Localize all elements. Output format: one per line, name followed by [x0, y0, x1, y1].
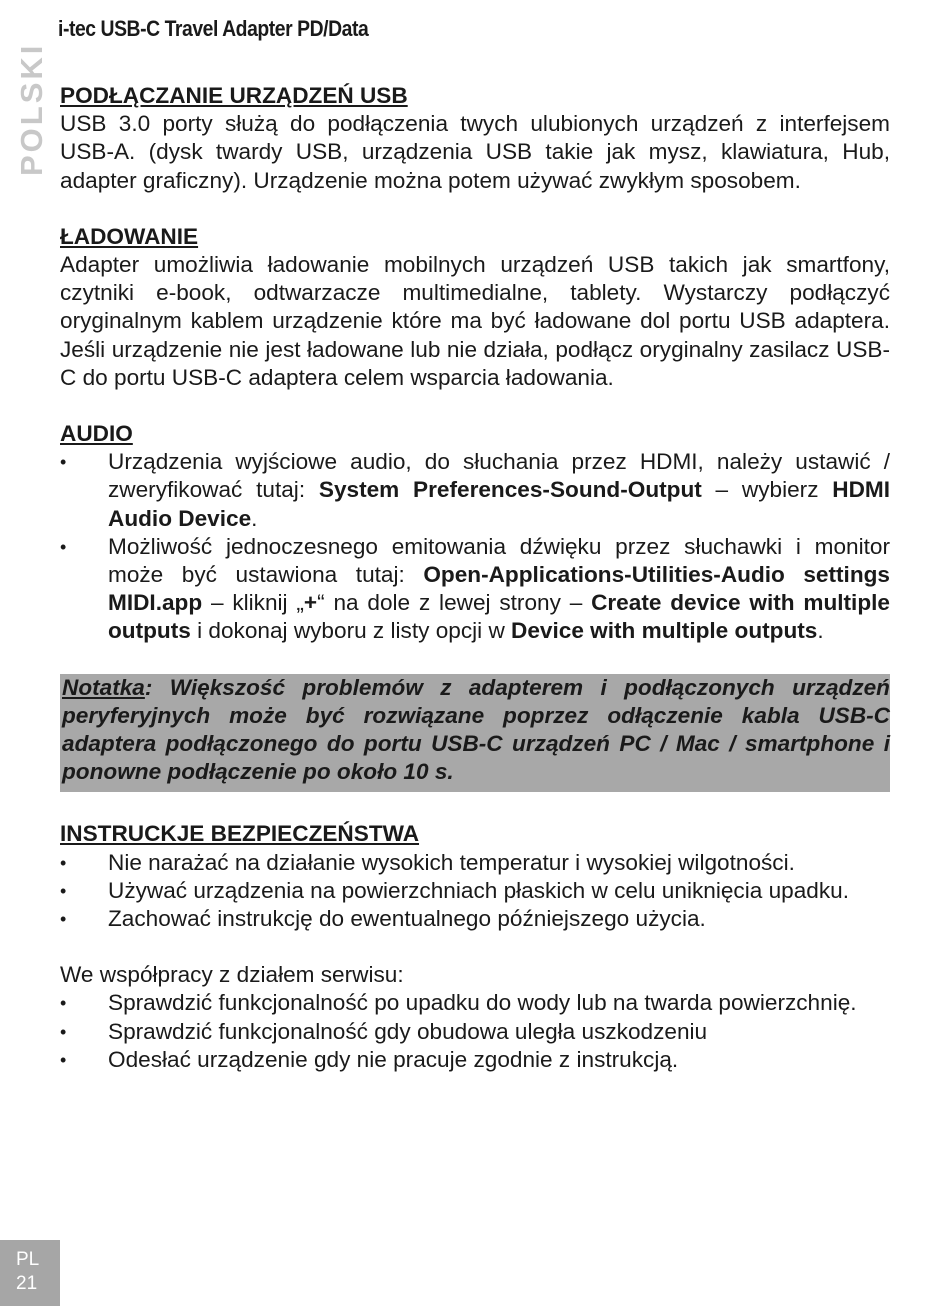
text-run: . [817, 618, 824, 644]
safety-bullet-item: • Nie narażać na działanie wysokich temperatur i wysokiej wilgotności. [60, 849, 890, 877]
note-box [60, 674, 890, 793]
service-bullet-item: • Odesłać urządzenie gdy nie pracuje zgodnie z instrukcją. [60, 1046, 890, 1074]
safety-bullet-list [60, 849, 890, 934]
audio-section-heading: AUDIO [60, 421, 133, 447]
audio-bullet-item [60, 448, 890, 533]
audio-bullet-list [60, 448, 890, 645]
audio-bullet-item [60, 533, 890, 646]
bold-run: + [303, 590, 318, 616]
spacer [60, 933, 890, 961]
language-side-label: POLSKI [14, 42, 49, 176]
charging-section-text: Adapter umożliwia ładowanie mobilnych urządzeń USB takich jak smartfony, czytniki e-book, odtwarzacze multimedialne, tablety. Wystarczy podłączyć oryginalnym kablem urządzenie które ma być ładowane dol portu USB adaptera. Jeśli urządzenie nie jest ładowane lub nie działa, podłącz oryginalny zasilacz USB-C do portu USB-C adaptera celem wsparcia ładowania. [60, 252, 890, 390]
text-run: – wybierz [701, 477, 833, 503]
bold-run: Device with multiple outputs [511, 618, 818, 644]
safety-bullet-item: • Zachować instrukcję do ewentualnego późniejszego użycia. [60, 905, 890, 933]
note-label: Notatka [62, 674, 145, 700]
bold-run: Create device with multiple outputs [108, 590, 890, 644]
document-header-title: i-tec USB-C Travel Adapter PD/Data [58, 16, 369, 41]
text-run: i dokonaj wyboru z listy opcji w [190, 618, 512, 644]
spacer [60, 195, 890, 223]
safety-section-heading: INSTRUCKJE BEZPIECZEŃSTWA [60, 821, 420, 847]
page-number-badge [0, 1240, 60, 1306]
text-run: “ na dole z lewej strony – [317, 590, 592, 616]
bold-run: Open-Applications-Utilities-Audio settings MIDI.app [108, 562, 890, 616]
document-body [60, 82, 890, 1074]
note-text: : Większość problemów z adapterem i podłączonych urządzeń peryferyjnych może być rozwiązane poprzez odłączenie kabla USB-C adaptera podłączonego do portu USB-C urządzeń PC / Mac / smartphone i ponowne podłączenie po około 10 s. [62, 674, 890, 785]
spacer [60, 646, 890, 674]
text-run: . [251, 505, 258, 531]
page-language-code: PL [16, 1249, 40, 1270]
bold-run: System Preferences-Sound-Output [318, 477, 702, 503]
charging-section-heading: ŁADOWANIE [60, 223, 199, 249]
spacer [60, 392, 890, 420]
service-bullet-item: • Sprawdzić funkcjonalność po upadku do wody lub na twarda powierzchnię. [60, 989, 890, 1017]
bold-run: HDMI Audio Device [108, 477, 890, 531]
usb-section-text: USB 3.0 porty służą do podłączenia twych ulubionych urządzeń z interfejsem USB-A. (dysk twardy USB, urządzenia USB takie jak mysz, klawiatura, Hub, adapter graficzny). Urządzenie można potem używać zwykłym sposobem. [60, 111, 890, 193]
service-bullet-list [60, 989, 890, 1074]
text-run: Urządzenia wyjściowe audio, do słuchania przez HDMI, należy ustawić / zweryfikować tutaj: [108, 449, 890, 503]
safety-bullet-item: • Używać urządzenia na powierzchniach płaskich w celu uniknięcia upadku. [60, 877, 890, 905]
usb-section-heading: PODŁĄCZANIE URZĄDZEŃ USB [60, 83, 408, 108]
service-bullet-item: • Sprawdzić funkcjonalność gdy obudowa uległa uszkodzeniu [60, 1018, 890, 1046]
spacer [60, 792, 890, 820]
text-run: Możliwość jednoczesnego emitowania dźwięku przez słuchawki i monitor może być ustawiona tutaj: [108, 533, 890, 588]
text-run: – kliknij „ [202, 590, 304, 616]
page-number: 21 [16, 1273, 38, 1294]
service-intro-text: We współpracy z działem serwisu: [60, 962, 404, 988]
